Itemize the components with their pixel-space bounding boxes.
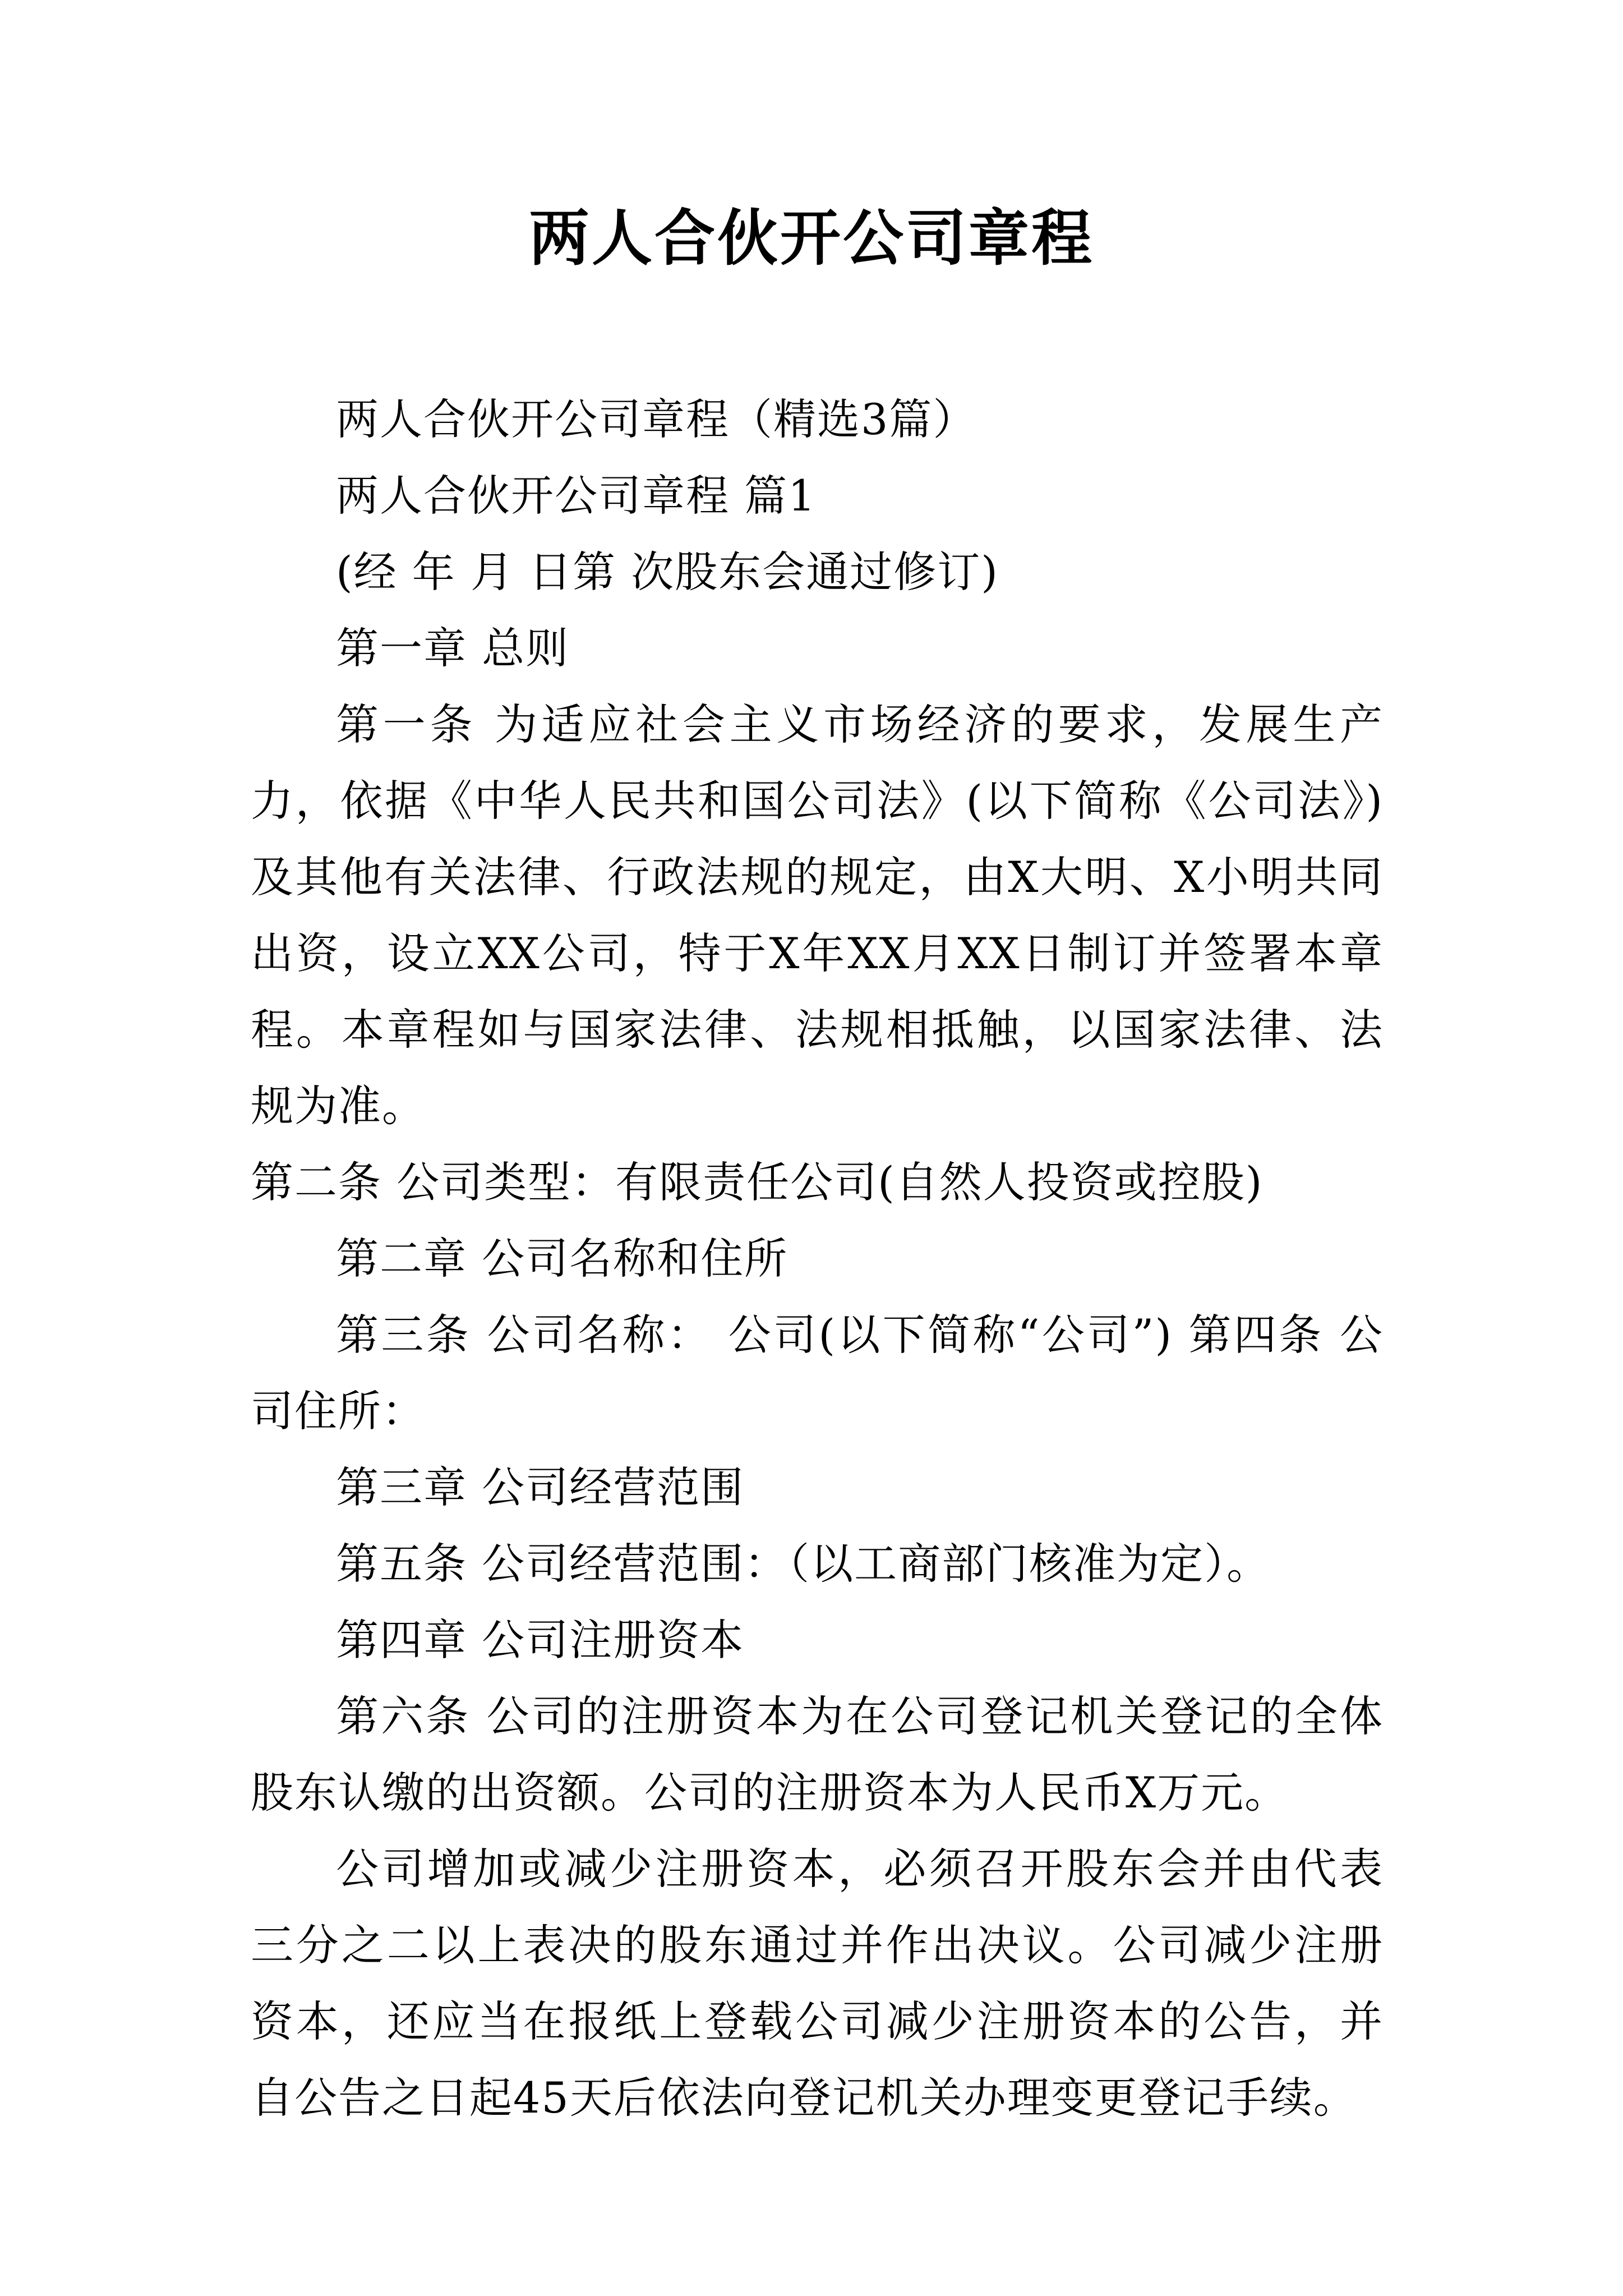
chapter-heading-4: 第四章 公司注册资本: [336, 1615, 745, 1665]
paragraph-subtitle: 两人合伙开公司章程（精选3篇）: [336, 394, 977, 444]
document-body: [251, 381, 1384, 2136]
chapter-heading-2: 第二章 公司名称和住所: [336, 1234, 789, 1283]
article-5: 第五条 公司经营范围：（以工商部门核准为定）。: [336, 1539, 1271, 1589]
article-2: 第二条 公司类型：有限责任公司(自然人投资或控股): [251, 1157, 1264, 1207]
article-6: 第六条 公司的注册资本为在公司登记机关登记的全体股东认缴的出资额。公司的注册资本为人民币X万元。: [251, 1691, 1384, 1818]
paragraph-part-heading: 两人合伙开公司章程 篇1: [336, 471, 817, 521]
article-1: 第一条 为适应社会主义市场经济的要求，发展生产力，依据《中华人民共和国公司法》(以下简称《公司法》)及其他有关法律、行政法规的规定，由X大明、X小明共同出资，设立XX公司，特于X年XX月XX日制订并签署本章程。本章程如与国家法律、法规相抵触，以国家法律、法规为准。: [251, 700, 1384, 1131]
chapter-heading-1: 第一章 总则: [336, 623, 570, 673]
article-6-continued: 公司增加或减少注册资本，必须召开股东会并由代表三分之二以上表决的股东通过并作出决议。公司减少注册资本，还应当在报纸上登载公司减少注册资本的公告，并自公告之日起45天后依法向登记机关办理变更登记手续。: [251, 1844, 1384, 2123]
document-title: 两人合伙开公司章程: [528, 203, 1094, 274]
paragraph-revision-note: (经 年 月 日第 次股东会通过修订): [336, 547, 999, 597]
chapter-heading-3: 第三章 公司经营范围: [336, 1462, 745, 1512]
article-3-4: 第三条 公司名称： 公司(以下简称“公司”) 第四条 公司住所：: [251, 1310, 1384, 1436]
